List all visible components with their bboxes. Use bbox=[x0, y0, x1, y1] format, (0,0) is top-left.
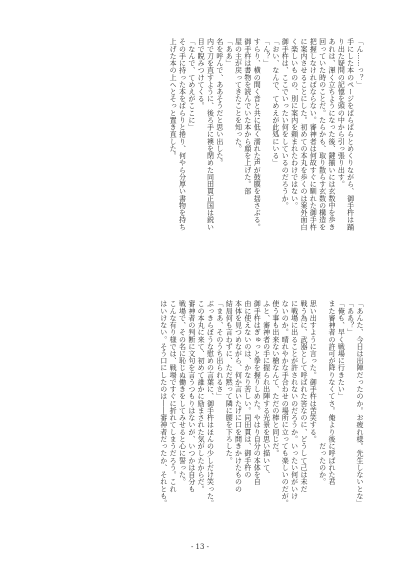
text-line: 回っていた時のことだ。たらかも、取り散らす玄数の構造を bbox=[318, 38, 327, 231]
page-number: - 13 - bbox=[190, 543, 210, 551]
text-line: だったのか。 bbox=[318, 300, 327, 486]
text-line: 「まあ、そのうち出られるさ」 bbox=[215, 300, 224, 400]
text-line: 「ん……っ？」 bbox=[356, 38, 364, 88]
text-line: 把握しなければならない。審神者は何故すぐに馴れた御手杵 bbox=[309, 38, 318, 231]
top-text-block bbox=[34, 38, 364, 274]
text-line: に案内させることにした。初めての本丸を歩くのは案外面白 bbox=[299, 38, 308, 231]
text-line: り出た疑問の記憶を頭の中から引っ張り出す。 bbox=[337, 38, 346, 188]
text-line: 戦場で、その名に恥じぬ働きをしてみせると心に誓った。 bbox=[178, 300, 187, 486]
text-line: 「ああ？」 bbox=[346, 300, 355, 336]
text-line: 思い出すように言った。御手杵は苦笑する。 bbox=[309, 300, 318, 443]
text-line: 「なんで、てめえがここに」 bbox=[187, 38, 196, 131]
text-line: この本丸に来て、初めて誰かに励まされた気がしたからだ。 bbox=[197, 300, 206, 493]
text-line: また審神者の許可が降りなくてさ。俺より後に呼ばれた君 bbox=[327, 300, 336, 486]
text-line: ふと、審神者の手に握られ出陣する光景を思い描いて、 bbox=[262, 300, 271, 478]
text-line: 本体を見つめながら、何か言いたげに口を開きかけたものの bbox=[234, 300, 243, 493]
text-line: 内で刀を直すように、後ろ手に襖を閉めた同田貫正国は鋭い bbox=[206, 38, 215, 231]
text-line: はいけない。そう口にしたのは――審神者だったか、それとも。 bbox=[159, 300, 168, 507]
text-line: ぶっきらぼうな慰めの言葉に、御手杵はほんの少しだけ笑った。 bbox=[206, 300, 215, 507]
text-line: 「ん？」 bbox=[262, 38, 271, 67]
text-line: 由に使えないのは、かなり苦しい。同田貫は、御手杵の bbox=[243, 300, 252, 478]
text-line: 「おい、なんで、てめえが此処にいる」 bbox=[271, 38, 280, 167]
text-line: 「あんた、今日は出陣だったのか。お疲れ様。先生しないとな」 bbox=[356, 300, 364, 507]
text-line: 「俺も、早く戦場に行きたい」 bbox=[337, 300, 346, 400]
text-line: 審神者の判断に文句を言うつもりはないが、いつかは自分も bbox=[187, 300, 196, 493]
text-line: に戦場に出ることが許されないのだろうか。いったい何がいけ bbox=[290, 300, 299, 500]
text-line: 屋の主が戻ってきたことを知った。 bbox=[234, 38, 243, 152]
text-line: 名を呼んで、ああそうだと思い出した。 bbox=[215, 38, 224, 167]
text-line: 戦う為に、武器として呼ばれた筈なのに、どうして己は未だ bbox=[299, 300, 308, 493]
text-line: 手にした本のページをぱらぱらとめくりながら、御手杵は踊 bbox=[346, 38, 355, 231]
bottom-text-block bbox=[34, 300, 364, 532]
text-line: すらり、横の間く音と共に低く濡れた声が鼓膜を揺さぶる。 bbox=[253, 38, 262, 231]
text-line: 目で睨みつけてくる。 bbox=[197, 38, 206, 110]
text-line: こんな有り様では、戦場ですぐに折れてしまうだろう。これ bbox=[169, 300, 178, 493]
text-line: 御手杵はぎゅっと拳を握りしめた。やはり自分の本体を自 bbox=[253, 300, 262, 486]
text-line: 上げた本の上へとそっと置き直した。 bbox=[169, 38, 178, 160]
text-line: ないのか。晴れやかな手合わせの場所に立っても楽しいのだが。 bbox=[281, 300, 290, 507]
text-line: あれは、渾く立ちようになった後、鍵揃いには玄数中を歩き bbox=[327, 38, 336, 231]
text-line: 使う事も出来ない槍なんて、ただの棒と同じだ。 bbox=[271, 300, 280, 457]
text-line: 御手杵は書物を読んでいた本から顔を上げた。部 bbox=[243, 38, 252, 195]
text-line: く楽しいものの、別に案内を頼まれたわけではない。 bbox=[290, 38, 299, 209]
text-line: その手に持った本をぱらりと捲り、何やら分厚い書物を持ち bbox=[178, 38, 187, 231]
text-line: 御手杵は、ここでいったい何をしているのだろうか。 bbox=[281, 38, 290, 209]
text-line: 「ああ」 bbox=[225, 38, 234, 67]
text-line: 結局何も言わずに、ただ黙って隣に腰を下ろした。 bbox=[225, 300, 234, 464]
